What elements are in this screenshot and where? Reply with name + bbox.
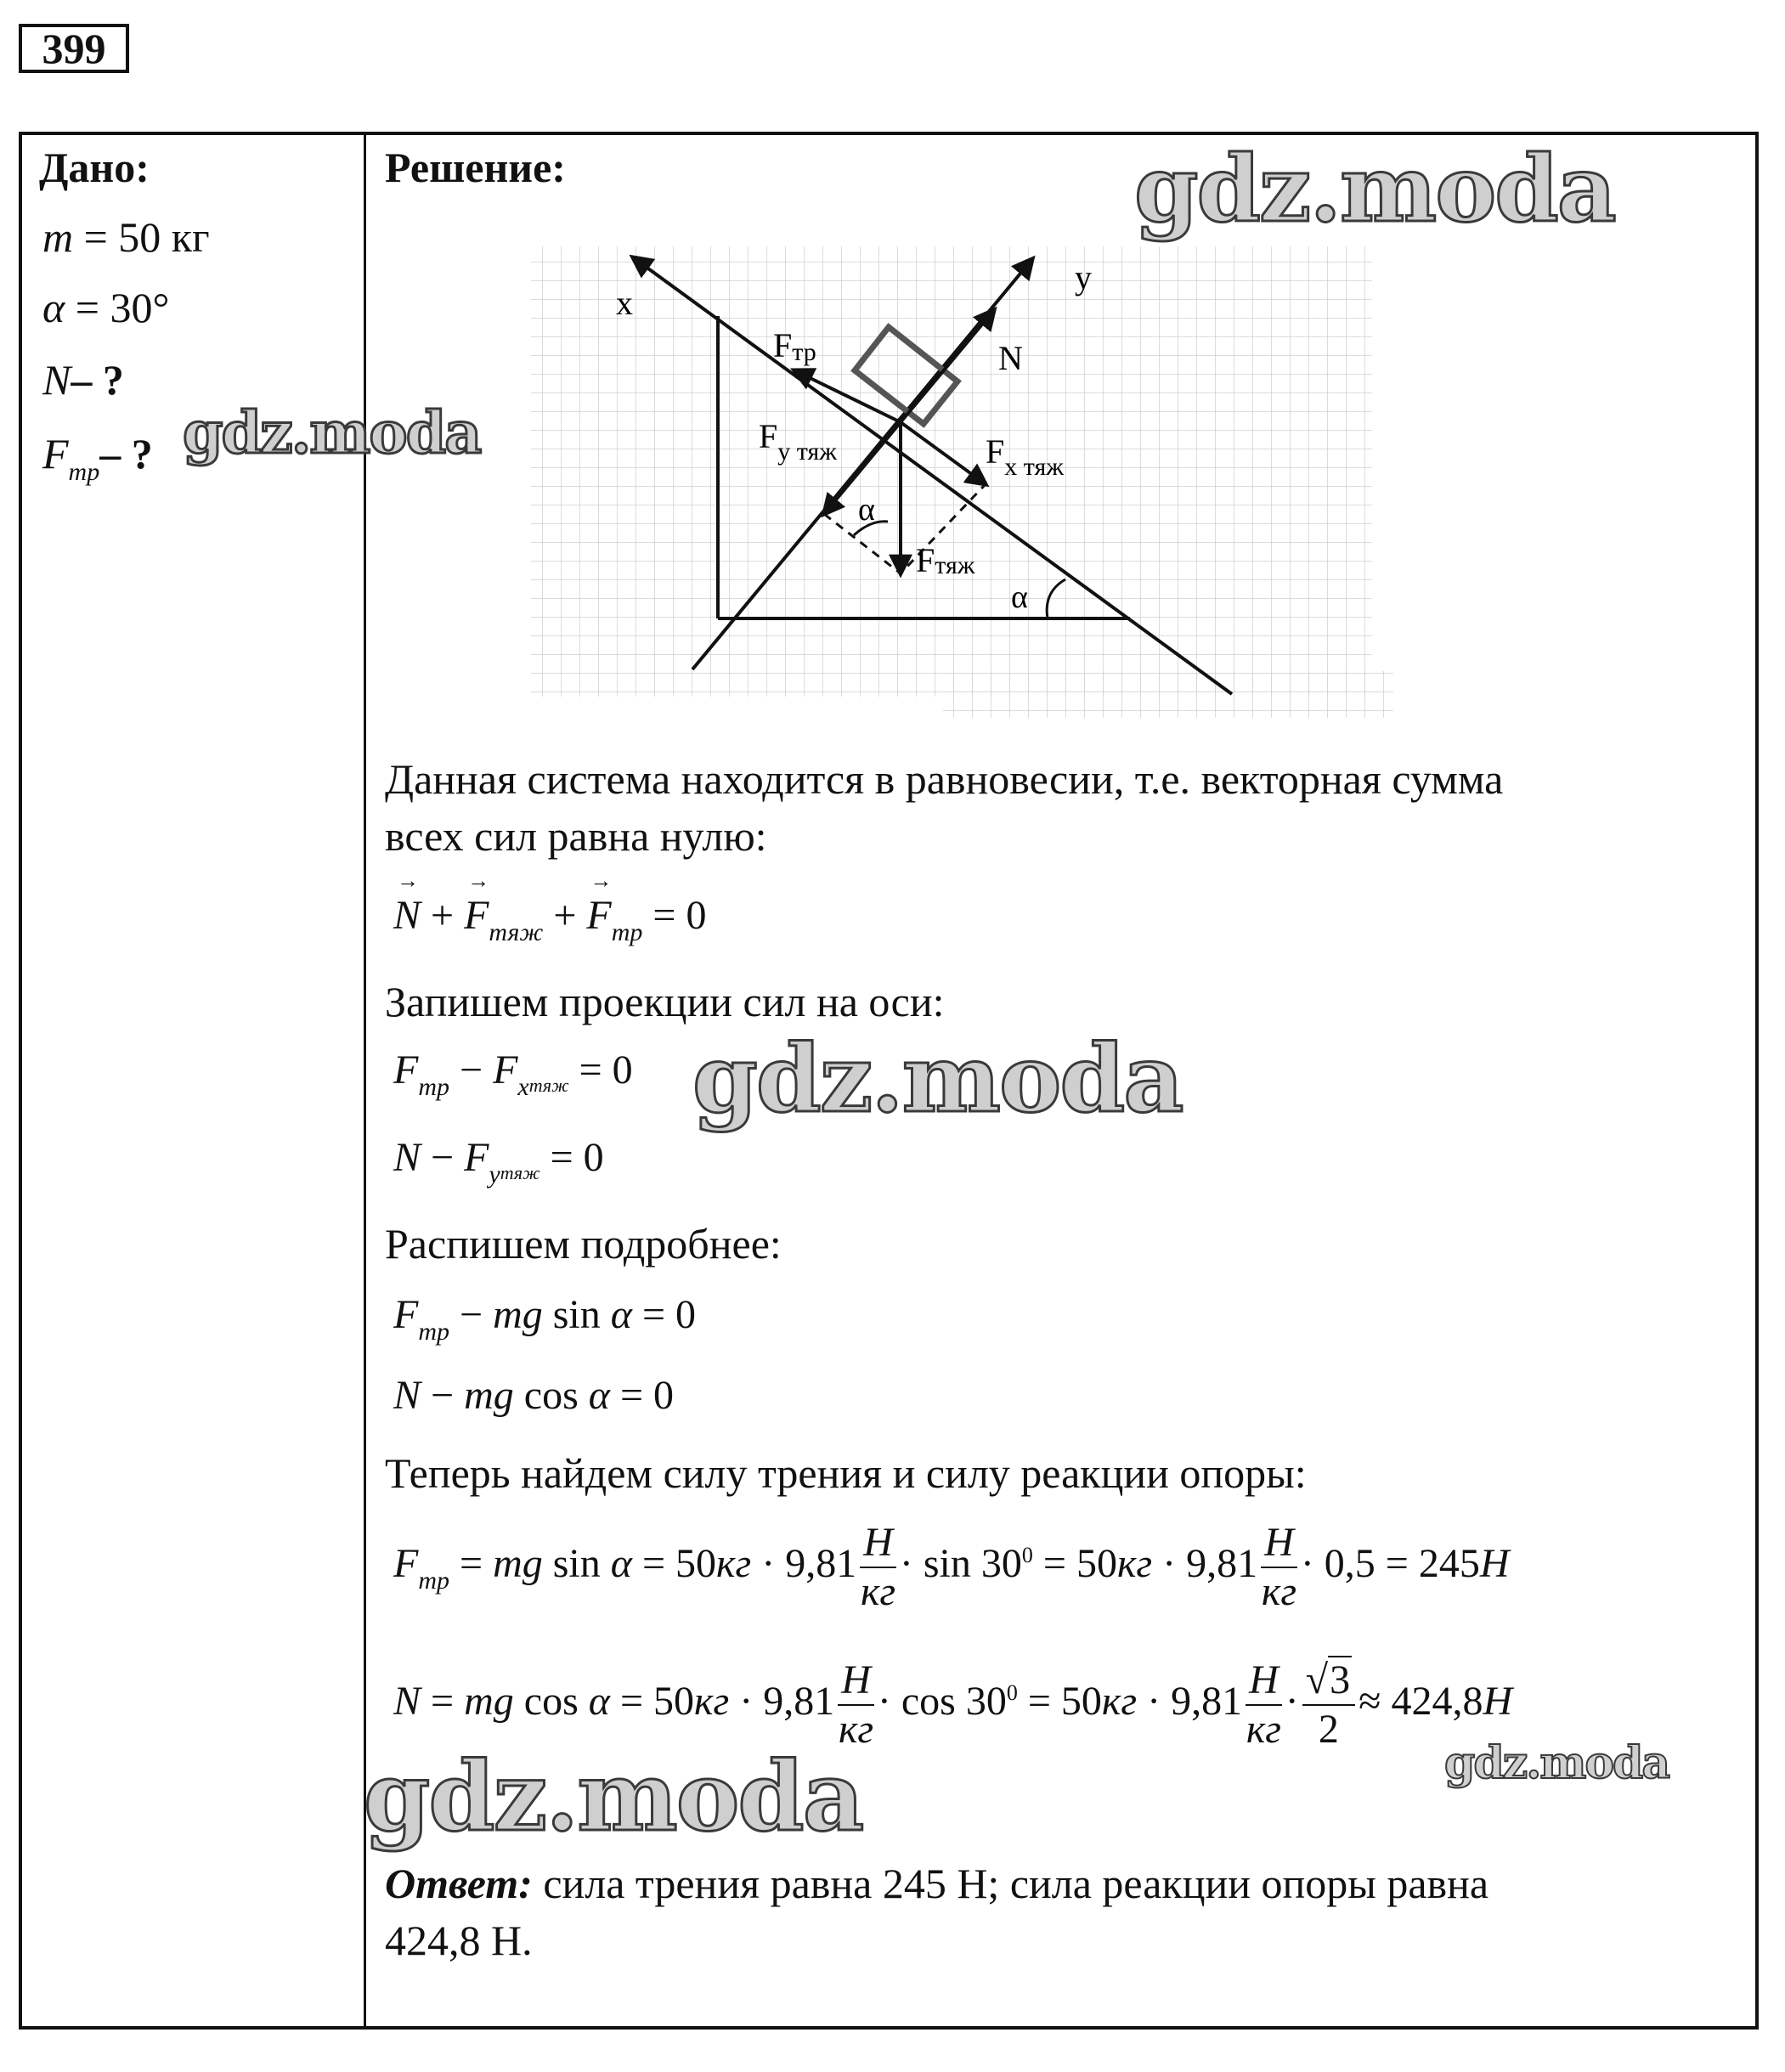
graph-paper xyxy=(531,246,1372,697)
projection-x-equation: $F_{тр} - F_{xтяж} = 0$ xyxy=(393,1047,633,1101)
given-angle: α = 30° xyxy=(42,284,170,331)
problem-number: 399 xyxy=(19,24,129,73)
normal-calculation: N = mg cos α = 50кг · 9,81 $\frac{H}{кг}$ · $\cos 30^0 = 50кг \cdot 9,81$ $\frac{H}{кг}$ · $\frac{√3}{2}$ ≈ 424,8H xyxy=(393,1657,1513,1752)
answer-line-1: Ответ: сила трения равна 245 Н; сила реакции опоры равна xyxy=(385,1860,1489,1907)
projection-y-equation: $N - F_{yтяж} = 0$ xyxy=(393,1135,604,1188)
given-mass: m = 50 кг xyxy=(42,213,210,261)
paragraph-projections: Запишем проекции сил на оси: xyxy=(385,978,945,1025)
paragraph-equilibrium-1: Данная система находится в равновесии, т.е. векторная сумма xyxy=(385,755,1504,803)
paragraph-find: Теперь найдем силу трения и силу реакции опоры: xyxy=(385,1449,1307,1497)
watermark-top: gdz.moda xyxy=(1134,136,1615,243)
friction-detail-equation: $F_{тр}$ − mg sin α = 0 xyxy=(393,1292,697,1346)
y-axis-label: y xyxy=(1075,258,1092,296)
n-label: N xyxy=(998,339,1023,377)
watermark-middle: gdz.moda xyxy=(692,1024,1183,1133)
given-heading: Дано: xyxy=(39,144,150,191)
answer-line-2: 424,8 Н. xyxy=(385,1917,533,1964)
x-axis-label: x xyxy=(616,284,633,322)
watermark-given: gdz.moda xyxy=(183,399,481,467)
paragraph-detail: Распишем подробнее: xyxy=(385,1220,782,1267)
normal-detail-equation: N − mg cos α = 0 xyxy=(393,1373,675,1418)
paragraph-equilibrium-2: всех сил равна нулю: xyxy=(385,812,767,860)
vector-sum-equation: → N + → $F_{тяж}$ + → $F_{тр} = 0$ xyxy=(393,892,706,947)
watermark-bottom-right: gdz.moda xyxy=(1444,1737,1669,1789)
fx-label: $F_{x тяж}$ xyxy=(986,432,1064,481)
fy-label: $F_{y тяж}$ xyxy=(759,417,837,466)
fg-label: Fтяж xyxy=(916,541,975,579)
unknown-friction-force: $F_{тр}-$ ? xyxy=(42,430,153,486)
unknown-normal-force: N– ? xyxy=(42,356,124,404)
watermark-bottom-left: gdz.moda xyxy=(364,1742,863,1853)
solution-heading: Решение: xyxy=(385,144,566,191)
friction-calculation: $F_{тр}$ = mg sin α = 50кг · 9,81 $\frac{H}{кг}$ · $\sin 30^0 = 50кг \cdot 9,81$ $\frac{H}{кг}$ · 0,5 = 245H xyxy=(393,1520,1510,1614)
answer-label: Ответ: xyxy=(385,1860,533,1907)
alpha-label-block: α xyxy=(858,492,875,528)
force-diagram xyxy=(527,238,1402,726)
ftr-label: Fтр xyxy=(773,326,816,366)
alpha-label-incline: α xyxy=(1011,579,1028,615)
